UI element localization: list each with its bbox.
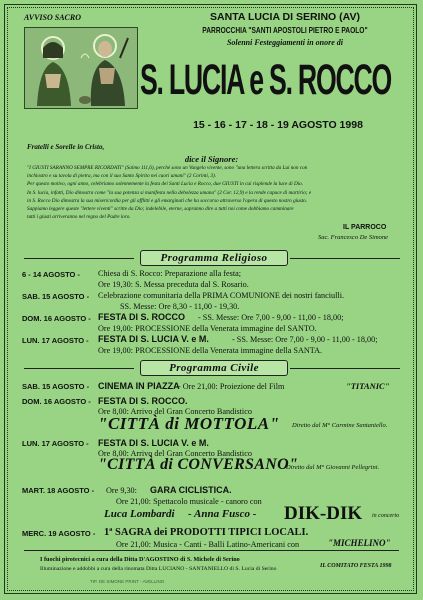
band-director: Diretto dal M° Carmine Santaniello. xyxy=(292,422,388,429)
divider xyxy=(290,368,400,369)
civile-text: Ore 8,00: Arrivo del Gran Concerto Bandistico xyxy=(98,407,252,416)
titanic: "TITANIC" xyxy=(346,381,390,391)
religioso-text: Ore 19,30: S. Messa preceduta dal S. Rosario. xyxy=(98,280,249,289)
solemn-line: Solenni Festeggiamenti in onore di xyxy=(226,38,343,47)
letter-body xyxy=(27,164,407,221)
in-concerto: in concerto xyxy=(372,513,400,519)
religioso-date: 6 - 14 AGOSTO - xyxy=(22,270,80,279)
civile-text: Ore 8,00: Arrivo del Gran Concerto Bandistico xyxy=(98,449,252,458)
civile-text: Ore 9,30: xyxy=(106,486,137,495)
footer-lights: Illuminazione e addobbi a cura della rinomata Ditta LUCIANO - SANTANIELLO di S. Lucia di Serino xyxy=(40,566,277,572)
divider xyxy=(24,368,134,369)
artist-luca-lombardi: Luca Lombardi xyxy=(104,508,175,520)
religioso-date: LUN. 17 AGOSTO - xyxy=(22,336,89,345)
letter-dice: dice il Signore: xyxy=(184,154,239,164)
parish: PARROCCHIA "SANTI APOSTOLI PIETRO E PAOLO" xyxy=(202,25,368,35)
religioso-text: Ore 19,00: PROCESSIONE della Venerata immagine del SANTO. xyxy=(98,324,317,333)
parroco-label: IL PARROCO xyxy=(343,224,387,231)
letter-line: Per questo motivo, ogni anno, celebriamo solennemente la festa dei Santi Lucia e Rocco, due GIUSTI in cui risplende la luce di Dio. xyxy=(27,181,304,188)
religioso-text: FESTA DI S. LUCIA V. e M. xyxy=(98,334,209,344)
festival-dates: 15 - 16 - 17 - 18 - 19 AGOSTO 1998 xyxy=(193,119,363,131)
civile-text: CINEMA IN PIAZZA xyxy=(98,381,180,391)
footer-fireworks: I fuochi pirotecnici a cura della Ditta D'AGOSTINO di S. Michele di Serino xyxy=(40,556,240,563)
artist-dik-dik: DIK-DIK xyxy=(284,503,363,524)
letter-line: "I GIUSTI SARANNO SEMPRE RICORDATI" (Salmo 111,6), perché sono un Vangelo vivente, sono "una lettera scritta da Lui non con xyxy=(27,165,308,171)
letter-line: inchiostro e su tavola di pietra, ma con il suo Santo Spirito nei cuori umani" (2 Corinti, 3). xyxy=(27,173,217,180)
saints-illustration xyxy=(24,27,138,109)
religioso-text: Celebrazione comunitaria della PRIMA COMUNIONE dei nostri fanciulli. xyxy=(98,291,345,300)
letter-line: in S. Rocco Dio dimostra la sua misericordia per gli afflitti e gli emarginati che ha soccorso attraverso l'opera di questo nostro giusto. xyxy=(27,197,308,204)
religioso-text: - SS. Messe: Ore 7,00 - 9,00 - 11,00 - 18,00; xyxy=(232,335,378,344)
civile-text: 1ª SAGRA dei PRODOTTI TIPICI LOCALI. xyxy=(104,527,309,538)
civile-date: SAB. 15 AGOSTO - xyxy=(22,382,90,391)
band-name-mottola: "CITTÀ di MOTTOLA" xyxy=(98,414,280,433)
parroco-name: Sac. Francesco De Simone xyxy=(318,234,389,241)
civile-text: Ore 21,00: Musica - Canti - Balli Latino-Americani con xyxy=(116,540,300,549)
civile-text: Ore 21,00: Spettacolo musicale - canoro con xyxy=(116,497,262,506)
divider xyxy=(290,258,400,259)
civile-text: FESTA DI S. ROCCO. xyxy=(98,396,188,406)
printer-line: TIP. DE SIMONE PRINT - AVELLINO xyxy=(90,579,165,584)
letter-line: tutti i giusti arriveranno nel regno del Padre loro. xyxy=(27,214,131,221)
footer-divider xyxy=(24,550,399,551)
programma-civile-label: Programma Civile xyxy=(140,360,288,376)
religioso-text: - SS. Messe: Ore 7,00 - 9,00 - 11,00 - 18,00; xyxy=(198,313,344,322)
artist-anna-fusco: - Anna Fusco - xyxy=(188,508,257,520)
divider xyxy=(24,258,134,259)
main-title: S. LUCIA e S. ROCCO xyxy=(140,56,391,104)
civile-text: FESTA DI S. LUCIA V. e M. xyxy=(98,438,209,448)
civile-date: MERC. 19 AGOSTO - xyxy=(22,529,96,538)
band-name-conversano: "CITTÀ di CONVERSANO" xyxy=(98,456,299,473)
religioso-date: DOM. 16 AGOSTO - xyxy=(22,314,91,323)
location: SANTA LUCIA DI SERINO (AV) xyxy=(210,11,360,23)
programma-religioso-label: Programma Religioso xyxy=(140,250,288,266)
letter-line: In S. lucia, infatti, Dio dimostra come "la sua potenza si manifesta nella debolezza umana" (2 Cor. 12,9) e la rende capace di martirio; e xyxy=(27,189,312,196)
civile-text: GARA CICLISTICA. xyxy=(150,485,232,495)
avviso-sacro: AVVISO SACRO xyxy=(24,13,81,22)
letter-line: Sappiamo leggere queste "lettere viventi" scritte da Dio; indelebile, eterne, sapranno dire a tutti noi come dobbiamo camminare xyxy=(27,206,294,213)
civile-date: MART. 18 AGOSTO - xyxy=(22,486,95,495)
footer-committee: IL COMITATO FESTA 1998 xyxy=(320,563,392,569)
saints-image xyxy=(25,28,137,108)
religioso-text: Chiesa di S. Rocco: Preparazione alla festa; xyxy=(98,269,242,278)
religioso-text: SS. Messe: Ore 8,30 - 11,00 - 19,30. xyxy=(120,302,240,311)
religioso-date: SAB. 15 AGOSTO - xyxy=(22,292,90,301)
band-director: Diretto dal M° Giovanni Pellegrini. xyxy=(286,464,380,471)
religioso-text: FESTA DI S. ROCCO xyxy=(98,312,186,322)
civile-date: DOM. 16 AGOSTO - xyxy=(22,397,91,406)
civile-date: LUN. 17 AGOSTO - xyxy=(22,439,89,448)
civile-text: - Ore 21,00: Proiezione del Film xyxy=(178,382,285,391)
religioso-text: Ore 19,00: PROCESSIONE della Venerata immagine della SANTA. xyxy=(98,346,323,355)
michelino: "MICHELINO" xyxy=(328,538,391,548)
letter-greeting: Fratelli e Sorelle in Cristo, xyxy=(27,143,105,151)
